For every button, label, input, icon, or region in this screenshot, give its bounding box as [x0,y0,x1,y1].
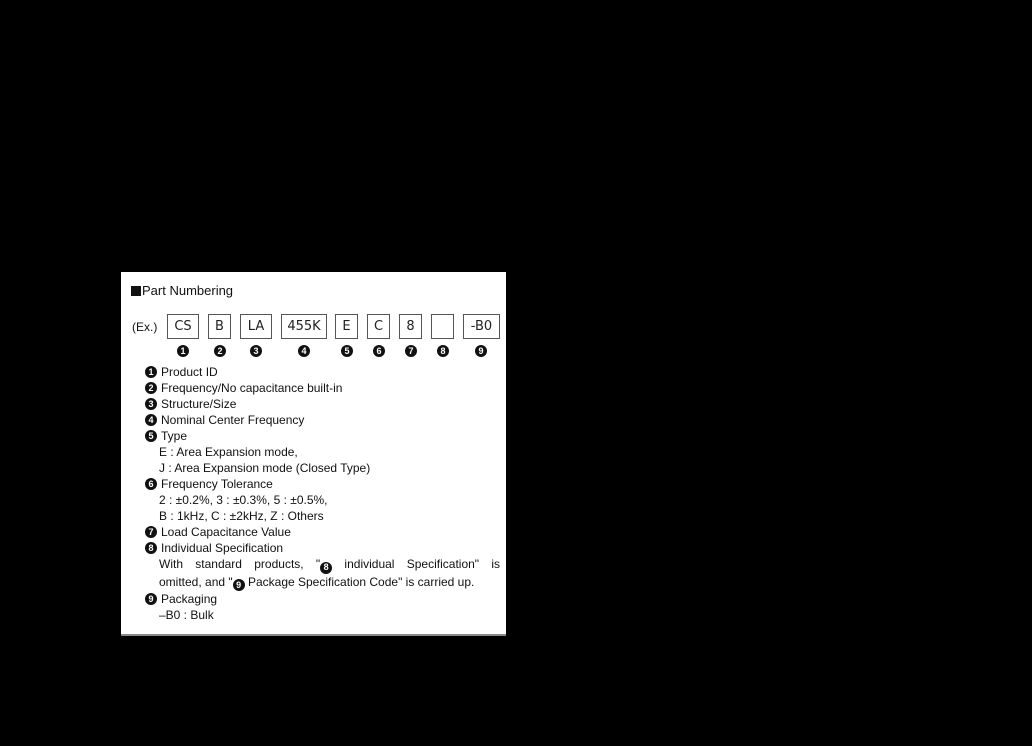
inline-number-badge: 9 [233,579,245,591]
code-box-product-id: CS [167,314,199,339]
item-title: Product ID [161,365,218,379]
position-number-3: 3 [250,345,262,357]
code-box-type: E [335,314,358,339]
example-label: (Ex.) [132,320,158,334]
item-number-badge: 2 [145,382,157,394]
code-box-structure: LA [240,314,272,339]
list-item [145,396,500,412]
list-item [145,412,500,428]
position-number-7: 7 [405,345,417,357]
list-item [145,591,500,607]
position-number-9: 9 [475,345,487,357]
list-item [145,524,500,540]
item-number-badge: 8 [145,542,157,554]
code-box-load-capacitance: 8 [399,314,422,339]
list-item [145,364,500,380]
position-number-5: 5 [341,345,353,357]
code-box-center-frequency: 455K [281,314,327,339]
item-number-badge: 5 [145,430,157,442]
code-box-tolerance: C [367,314,390,339]
item-number-badge: 4 [145,414,157,426]
list-item [145,380,500,396]
list-item [145,476,500,492]
item-detail-line: E : Area Expansion mode, [159,445,298,459]
inline-number-badge: 8 [320,562,332,574]
square-bullet-icon [131,286,141,296]
item-title: Frequency Tolerance [161,477,273,491]
item-detail-line: J : Area Expansion mode (Closed Type) [159,461,371,475]
note-text: individual Specification" is [332,557,500,571]
item-title: Load Capacitance Value [161,525,291,539]
code-box-individual-spec [431,314,454,339]
legend-list [145,364,500,623]
item-title: Individual Specification [161,541,284,555]
item-title: Nominal Center Frequency [161,413,305,427]
section-heading [131,283,233,298]
position-number-2: 2 [214,345,226,357]
item-number-badge: 7 [145,526,157,538]
item-number-badge: 3 [145,398,157,410]
item-detail-line: 2 : ±0.2%, 3 : ±0.3%, 5 : ±0.5%, [159,493,328,507]
item-title: Type [161,429,188,443]
position-number-8: 8 [437,345,449,357]
position-number-1: 1 [177,345,189,357]
code-box-packaging: -B0 [463,314,500,339]
section-heading-text: Part Numbering [142,283,234,298]
position-number-4: 4 [298,345,310,357]
note-text: With standard products, " [159,557,321,571]
item-detail-line: –B0 : Bulk [159,608,214,622]
list-item [145,540,500,556]
item-title: Packaging [161,592,218,606]
part-numbering-panel [121,272,506,636]
note-line-1 [145,556,500,574]
item-number-badge: 1 [145,366,157,378]
position-number-6: 6 [373,345,385,357]
note-text: omitted, and " [159,574,233,589]
item-detail-line: B : 1kHz, C : ±2kHz, Z : Others [159,509,324,523]
item-number-badge: 6 [145,478,157,490]
note-text: Package Specification Code" is carried up. [244,574,475,589]
item-title: Frequency/No capacitance built-in [161,381,343,395]
note-line-2 [145,574,500,592]
item-number-badge: 9 [145,593,157,605]
list-item [145,428,500,444]
code-box-frequency: B [208,314,231,339]
item-title: Structure/Size [161,397,237,411]
